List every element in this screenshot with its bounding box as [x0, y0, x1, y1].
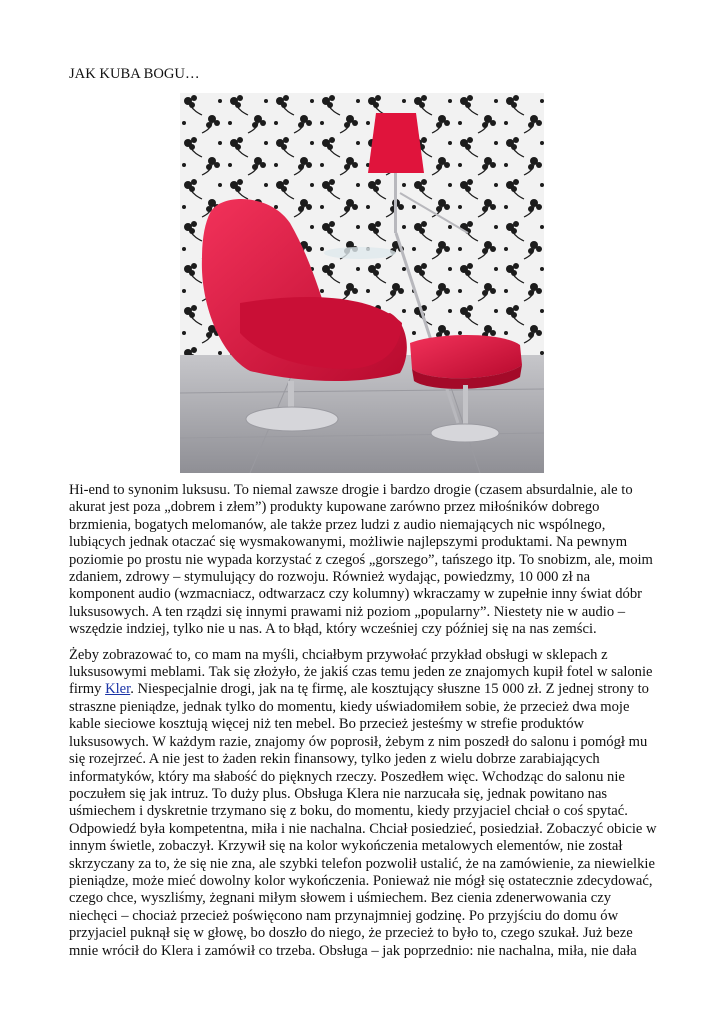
paragraph-2 [69, 647, 659, 960]
kler-link[interactable]: Kler [105, 681, 131, 698]
article-body [69, 482, 659, 968]
paragraph-2-text-before: Żeby zobrazować to, co mam na myśli, chciałbym przywołać przykład obsługi w sklepach z luksusowymi meblami. Tak się złożyło, że jakiś czas temu jeden ze znajomych kupił fotel w salonie firmy [69, 646, 653, 698]
armchair-illustration [180, 93, 544, 473]
photo-red-armchair [180, 93, 544, 473]
document-title: JAK KUBA BOGU… [69, 66, 200, 82]
paragraph-1: Hi-end to synonim luksusu. To niemal zawsze drogie i bardzo drogie (czasem absurdalnie, ale to akurat jest poza „dobrem i złem”) produkty kupowane zarówno przez miłośników dobrego brzmienia, bogatych melomanów, ale także przez ludzi z audio niemających nic wspólnego, lubiących jednak otaczać się wysmakowanymi, możliwie najlepszymi produktami. Na pewnym poziomie po prostu nie wypada korzystać z czegoś „gorszego”, tańszego itp. To snobizm, ale, moim zdaniem, zdrowy – stymulujący do rozwoju. Również wydając, powiedzmy, 10 000 zł na komponent audio (wzmacniacz, odtwarzacz czy kolumny) wkraczamy w zupełnie inny świat dóbr luksusowych. A ten rządzi się innymi prawami niż poziom „popularny”. Niestety nie w audio – wszędzie indziej, tylko nie u nas. A to błąd, który wcześniej czy później się na nas zemści. [69, 482, 653, 638]
paragraph-2-text-after: . Niespecjalnie drogi, jak na tę firmę, ale kosztujący słuszne 15 000 zł. Z jednej strony to straszne pieniądze, jednak tylko do momentu, kiedy uświadomiłem sobie, że przecież dwa moje kable sieciowe kosztują więcej niż ten mebel. Bo przecież jesteśmy w strefie produktów luksusowych. W każdym razie, znajomy ów poprosił, żebym z nim poszedł do salonu i pomógł mu się rozejrzeć. A nie jest to żaden rekin finansowy, tylko jeden z wielu dobrze zarabiających informatyków, który ma słabość do pięknych rzeczy. Poszedłem więc. Wchodząc do salonu nie poczułem się jak intruz. To duży plus. Obsługa Klera nie narzucała się, jednak powitano nas uśmiechem i dyskretnie trzymano się z boku, do momentu, kiedy przyjaciel chciał o coś spytać. Odpowiedź była kompetentna, miła i nie nachalna. Chciał posiedzieć, posiedział. Zobaczyć obicie w innym świetle, zobaczył. Krzywił się na kolor wykończenia metalowych elementów, nie został skrzyczany za to, że się nie zna, ale szybki telefon pozwolił ustalić, że na zamówienie, za niewielkie pieniądze, może mieć dowolny kolor wykończenia. Ponieważ nie mógł się ostatecznie zdecydować, czego chce, wyszliśmy, żegnani miłym słowem i uśmiechem. Bez cienia zdenerwowania czy niechęci – chociaż przecież poświęcono nam przynajmniej godzinę. Po przyjściu do domu ów przyjaciel puknął się w głowę, bo doszło do niego, że przecież to było to, czego szukał. Już beze mnie wrócił do Klera i zamówił co trzeba. Obsługa – jak poprzednio: nie nachalna, miła, nie dała [69, 681, 657, 959]
